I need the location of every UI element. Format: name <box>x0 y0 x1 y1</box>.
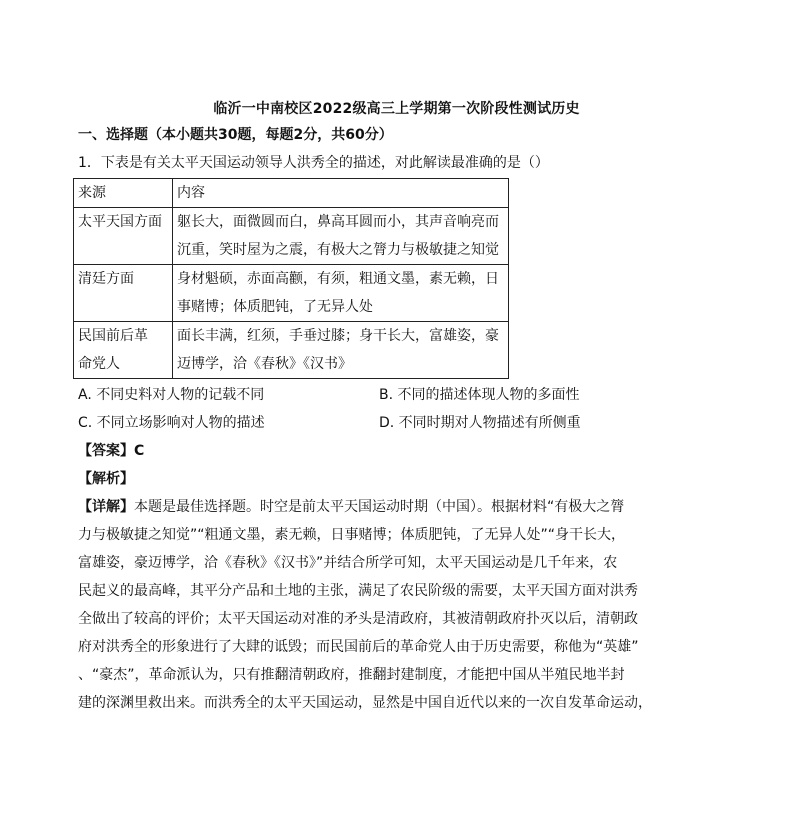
detail-line: 力与极敏捷之知觉”“粗通文墨，素无赖，日事赌博；体质肥钝，了无异人处”“身干长大， <box>78 527 626 543</box>
cell-line: 面长丰满，红须，手垂过膝；身干长大，富雄姿，豪 <box>177 328 499 344</box>
cell-line: 清廷方面 <box>78 271 134 287</box>
table-header-source: 来源 <box>74 179 173 208</box>
detail-text: 本题是最佳选择题。时空是前太平天国运动时期（中国）。根据材料“有极大之膂 <box>134 499 625 515</box>
answer-value: C <box>134 443 145 459</box>
source-content-table <box>73 178 509 379</box>
options-row <box>78 409 638 437</box>
table-header-content: 内容 <box>173 179 509 208</box>
detail-line: 全做出了较高的评价；太平天国运动对准的矛头是清政府，其被清朝政府扑灭以后，清朝政 <box>78 611 638 627</box>
answer-line <box>78 437 144 465</box>
detail-line: 民起义的最高峰，其平分产品和土地的主张，满足了农民阶级的需要，太平天国方面对洪秀 <box>78 583 638 599</box>
cell-line: 沉重，笑时屋为之震，有极大之膂力与极敏捷之知觉 <box>177 242 499 258</box>
option-a: A. 不同史料对人物的记载不同 <box>78 387 265 403</box>
section-heading: 一、选择题（本小题共30题，每题2分，共60分） <box>78 127 393 143</box>
answer-label: 【答案】 <box>78 443 134 459</box>
detail-paragraph <box>78 493 652 717</box>
table-cell-source <box>74 265 173 322</box>
cell-line: 事赌博；体质肥钝，了无异人处 <box>177 299 373 315</box>
answer-options <box>78 381 638 437</box>
table-cell-source <box>74 322 173 379</box>
table-cell-source <box>74 208 173 265</box>
option-d: D. 不同时期对人物描述有所侧重 <box>379 415 581 431</box>
detail-line: 、“豪杰”，革命派认为，只有推翻清朝政府，推翻封建制度，才能把中国从半殖民地半封 <box>78 667 625 683</box>
detail-line: 府对洪秀全的形象进行了大肆的诋毁；而民国前后的革命党人由于历史需要，称他为“英雄” <box>78 639 639 655</box>
detail-line <box>78 493 638 521</box>
table-cell-content <box>173 322 509 379</box>
page-title: 临沂一中南校区2022级高三上学期第一次阶段性测试历史 <box>213 101 580 117</box>
cell-line: 太平天国方面 <box>78 214 162 230</box>
question-stem: 1．下表是有关太平天国运动领导人洪秀全的描述，对此解读最准确的是（） <box>78 155 549 171</box>
options-row <box>78 381 638 409</box>
cell-line: 迈博学，洽《春秋》《汉书》 <box>177 356 352 372</box>
cell-line: 民国前后革 <box>78 328 148 344</box>
table-cell-content <box>173 208 509 265</box>
table-cell-content <box>173 265 509 322</box>
analysis-label: 【解析】 <box>78 471 134 487</box>
table-row <box>74 265 509 322</box>
detail-line: 建的深渊里救出来。而洪秀全的太平天国运动，显然是中国自近代以来的一次自发革命运动， <box>78 695 652 711</box>
detail-label: 【详解】 <box>78 499 134 515</box>
table-row <box>74 322 509 379</box>
cell-line: 命党人 <box>78 356 120 372</box>
detail-line: 富雄姿，豪迈博学，洽《春秋》《汉书》”并结合所学可知，太平天国运动是几千年来，农 <box>78 555 618 571</box>
cell-line: 身材魁硕，赤面高颧，有须，粗通文墨，素无赖，日 <box>177 271 499 287</box>
table-row <box>74 208 509 265</box>
option-b: B. 不同的描述体现人物的多面性 <box>379 387 580 403</box>
option-c: C. 不同立场影响对人物的描述 <box>78 415 265 431</box>
table-header-row <box>74 179 509 208</box>
cell-line: 躯长大，面微圆而白，鼻高耳圆而小，其声音响亮而 <box>177 214 499 230</box>
